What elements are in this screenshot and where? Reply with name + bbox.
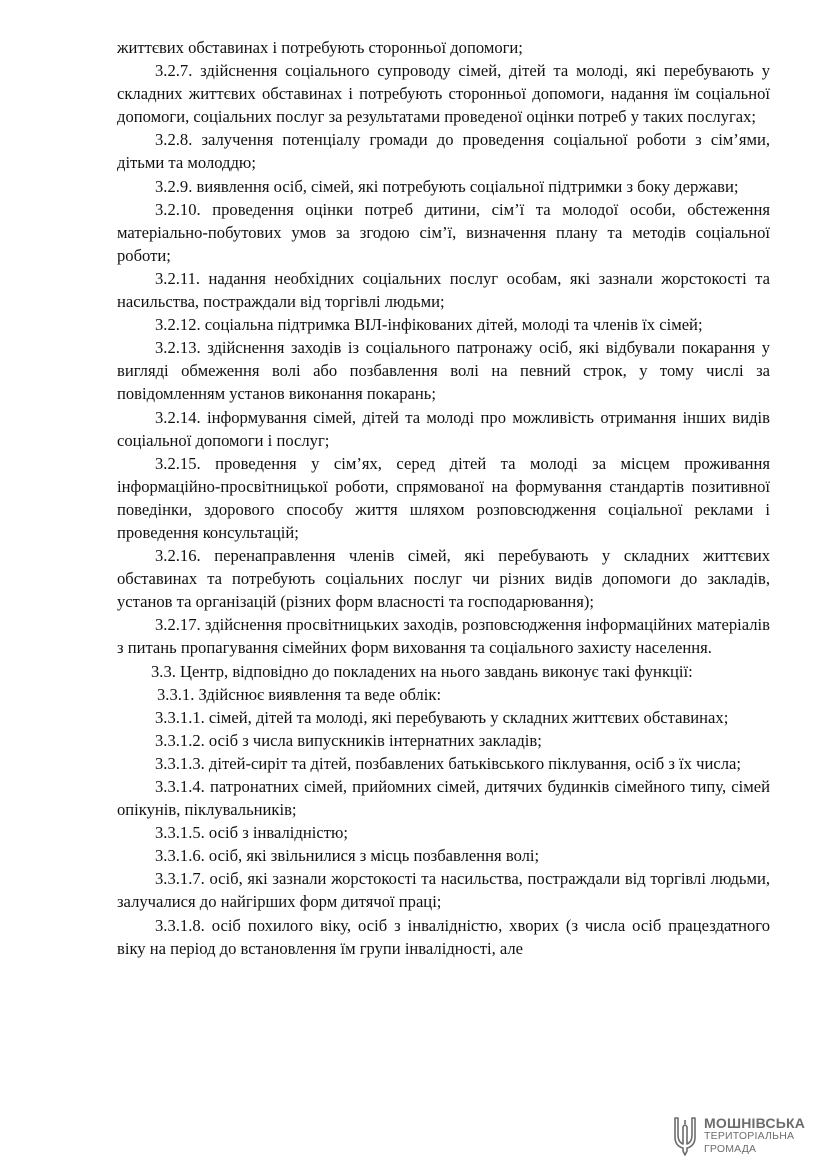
logo-subtitle-2: ГРОМАДА xyxy=(704,1142,757,1155)
logo-text xyxy=(704,1114,806,1156)
logo-title: МОШНІВСЬКА xyxy=(704,1114,806,1131)
paragraph-3-3-1-4: 3.3.1.4. патронатних сімей, прийомних сімей, дитячих будинків сімейного типу, сімей опікунів, піклувальників; xyxy=(117,777,770,820)
paragraph-continuation: життєвих обставинах і потребують сторонньої допомоги; xyxy=(117,38,523,57)
paragraph-3-3-1-8: 3.3.1.8. осіб похилого віку, осіб з інвалідністю, хворих (з числа осіб працездатного віку на період до встановлення їм групи інвалідності, але xyxy=(117,915,770,958)
document-page xyxy=(117,36,770,960)
paragraph-3-2-15: 3.2.15. проведення у сім’ях, серед дітей та молоді за місцем проживання інформаційно-просвітницької роботи, спрямованої на формування стандартів позитивної поведінки, здорового способу життя шляхом розповсюдження соціальної реклами і проведення консультацій; xyxy=(117,453,770,542)
paragraph-3-3-1-5: 3.3.1.5. осіб з інвалідністю; xyxy=(155,823,348,843)
paragraph-3-3-1-1: 3.3.1.1. сімей, дітей та молоді, які перебувають у складних життєвих обставинах; xyxy=(155,707,729,727)
paragraph-3-2-13: 3.2.13. здійснення заходів із соціального патронажу осіб, які відбували покарання у вигляді обмеження волі або позбавлення волі на певний строк, у тому числі за повідомленням установ виконання покарань; xyxy=(117,338,770,404)
paragraph-3-2-12: 3.2.12. соціальна підтримка ВІЛ-інфікованих дітей, молоді та членів їх сімей; xyxy=(155,315,703,335)
paragraph-3-3-1-6: 3.3.1.6. осіб, які звільнилися з місць позбавлення волі; xyxy=(155,846,540,866)
paragraph-3-2-10: 3.2.10. проведення оцінки потреб дитини, сім’ї та молодої особи, обстеження матеріально-побутових умов за згодою сім’ї, визначення плану та методів соціальної роботи; xyxy=(117,199,770,265)
paragraph-3-2-17: 3.2.17. здійснення просвітницьких заходів, розповсюдження інформаційних матеріалів з питань пропагування сімейних форм виховання та соціального захисту населення. xyxy=(117,615,770,658)
paragraph-3-2-16: 3.2.16. перенаправлення членів сімей, які перебувають у складних життєвих обставинах та потребують соціальних послуг чи різних видів допомоги до закладів, установ та організацій (різних форм власності та господарювання); xyxy=(117,546,770,612)
logo-subtitle: ТЕРИТОРІАЛЬНА xyxy=(704,1129,795,1142)
community-logo xyxy=(672,1113,812,1159)
paragraph-3-2-14: 3.2.14. інформування сімей, дітей та молоді про можливість отримання інших видів соціальної допомоги і послуг; xyxy=(117,407,770,450)
paragraph-3-3: 3.3. Центр, відповідно до покладених на нього завдань виконує такі функції: xyxy=(151,661,693,681)
trident-icon xyxy=(672,1115,698,1157)
paragraph-3-3-1-2: 3.3.1.2. осіб з числа випускників інтернатних закладів; xyxy=(155,730,542,750)
paragraph-3-2-8: 3.2.8. залучення потенціалу громади до проведення соціальної роботи з сім’ями, дітьми та молоддю; xyxy=(117,130,770,173)
paragraph-3-2-9: 3.2.9. виявлення осіб, сімей, які потребують соціальної підтримки з боку держави; xyxy=(155,176,739,196)
paragraph-3-2-11: 3.2.11. надання необхідних соціальних послуг особам, які зазнали жорстокості та насильства, постраждали від торгівлі людьми; xyxy=(117,268,770,312)
paragraph-3-2-7: 3.2.7. здійснення соціального супроводу сімей, дітей та молоді, які перебувають у складних життєвих обставинах і потребують сторонньої допомоги, надання їм соціальної допомоги, соціальних послуг за результатами проведеної оцінки потреб у таких послугах; xyxy=(117,61,770,127)
paragraph-3-3-1-7: 3.3.1.7. осіб, які зазнали жорстокості та насильства, постраждали від торгівлі людьми, залучалися до найгірших форм дитячої праці; xyxy=(117,869,770,912)
paragraph-3-3-1-3: 3.3.1.3. дітей-сиріт та дітей, позбавлених батьківського піклування, осіб з їх числа; xyxy=(155,753,741,773)
paragraph-3-3-1: 3.3.1. Здійснює виявлення та веде облік: xyxy=(157,684,442,704)
